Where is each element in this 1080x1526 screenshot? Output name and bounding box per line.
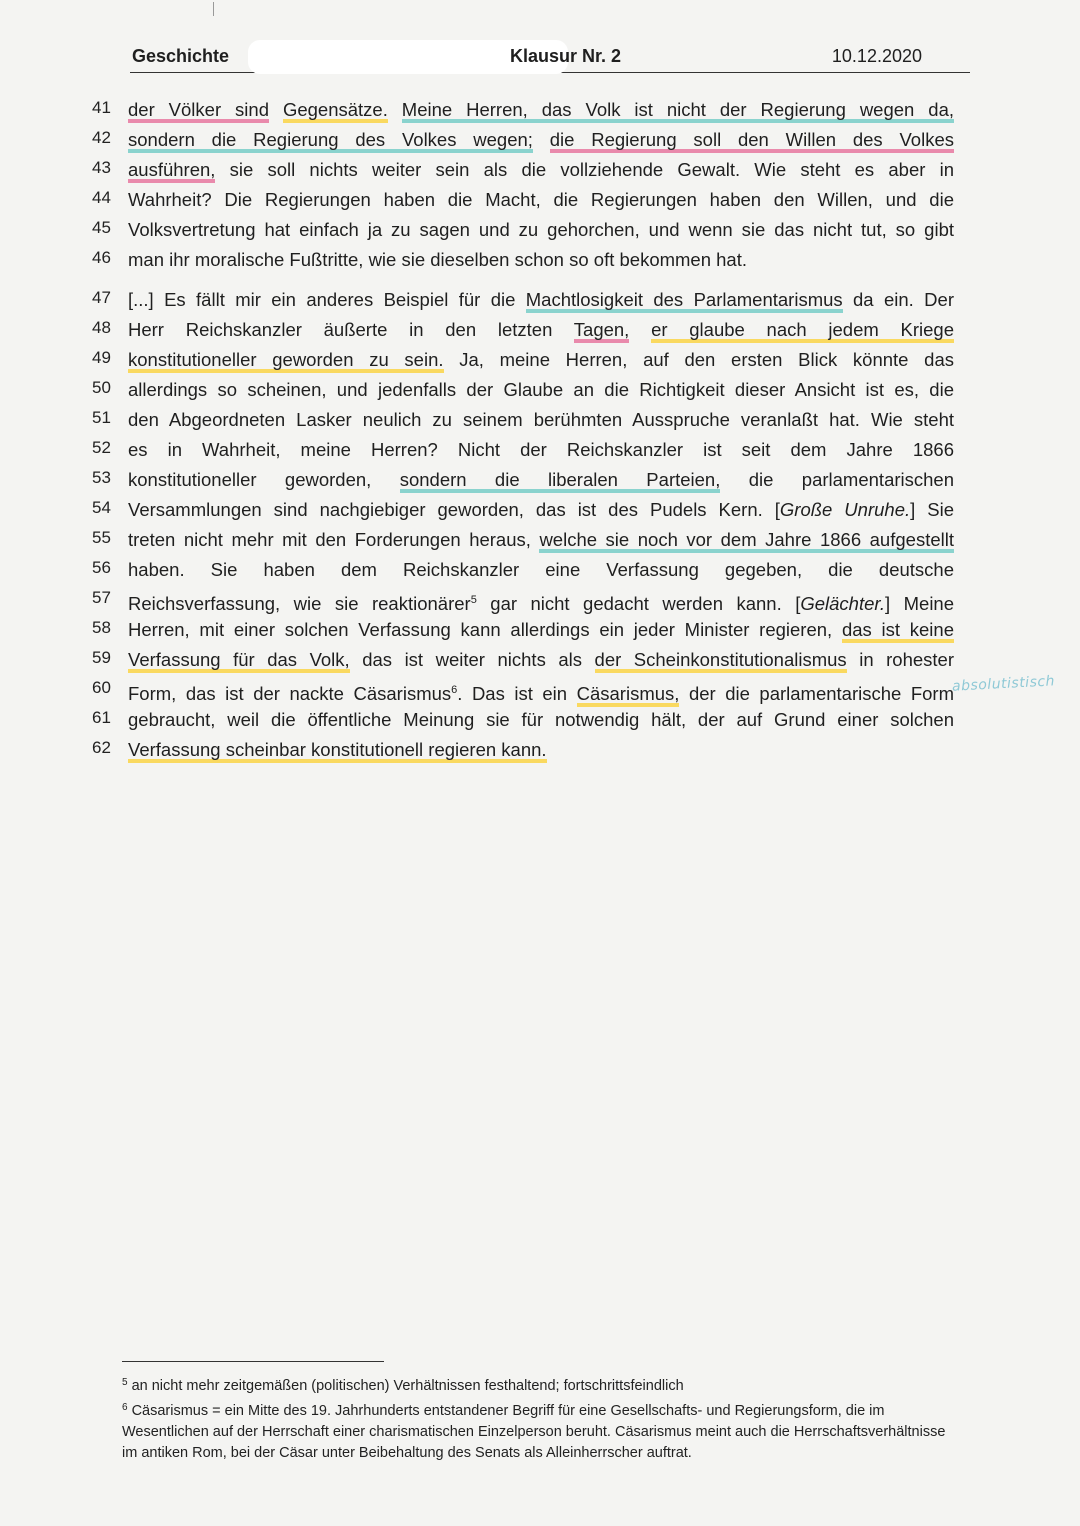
line-number: 43 <box>92 158 111 177</box>
line-number: 51 <box>92 408 111 427</box>
line-text: Reichsverfassung, wie sie reaktionärer$^5$ gar nicht gedacht werden kann. [Gelächter.] Meine <box>128 593 955 615</box>
footnote-mark: 6 <box>122 1402 128 1413</box>
text-line <box>0 286 1080 316</box>
handwritten-margin-note: absolutistisch <box>951 673 1056 695</box>
exam-date: 10.12.2020 <box>831 46 922 66</box>
text-line <box>0 676 1080 706</box>
line-text: Form, das ist der nackte Cäsarismus$^6$. Das ist ein Cäsarismus, der die parlamentarische Form <box>128 676 954 708</box>
line-number: 59 <box>92 648 111 667</box>
text-line <box>0 406 1080 436</box>
footnote-mark: 5 <box>122 1377 128 1388</box>
line-text: Herr Reichskanzler äußerte in den letzten Tagen, er glaube nach jedem Kriege <box>128 316 954 344</box>
text-line <box>0 436 1080 466</box>
text-line <box>0 246 1080 276</box>
line-text: Versammlungen sind nachgiebiger geworden, das ist des Pudels Kern. [Große Unruhe.] Sie <box>128 499 954 520</box>
text-line <box>0 526 1080 556</box>
line-number: 52 <box>92 438 111 457</box>
page-header <box>130 44 970 73</box>
line-text: man ihr moralische Fußtritte, wie sie dieselben schon so oft bekommen hat. <box>128 249 748 270</box>
line-text: haben. Sie haben dem Reichskanzler eine Verfassung gegeben, die deutsche <box>128 559 954 580</box>
line-number: 56 <box>92 558 111 577</box>
line-text: allerdings so scheinen, und jedenfalls der Glaube an die Richtigkeit dieser Ansicht ist es, die <box>128 379 954 400</box>
footnote <box>122 1397 962 1464</box>
line-number: 53 <box>92 468 111 487</box>
text-line <box>0 96 1080 126</box>
footnotes <box>122 1372 962 1464</box>
line-text: [...] Es fällt mir ein anderes Beispiel für die Machtlosigkeit des Parlamentarismus da ein. Der <box>128 286 954 314</box>
line-text: treten nicht mehr mit den Forderungen heraus, welche sie noch vor dem Jahre 1866 aufgestellt <box>128 526 954 554</box>
line-number: 44 <box>92 188 111 207</box>
line-number: 48 <box>92 318 111 337</box>
line-number: 54 <box>92 498 111 517</box>
text-line <box>0 736 1080 766</box>
line-text: der Völker sind Gegensätze. Meine Herren, das Volk ist nicht der Regierung wegen da, <box>128 96 954 124</box>
line-number: 58 <box>92 618 111 637</box>
line-text: sondern die Regierung des Volkes wegen; die Regierung soll den Willen des Volkes <box>128 126 954 154</box>
text-line <box>0 586 1080 616</box>
footnote-text: Cäsarismus = ein Mitte des 19. Jahrhunderts entstandener Begriff für eine Gesellschafts- und Regierungsform, die im Wesentlichen auf der Herrschaft einer charismatischen Einzelperson beruht. Cäsarismus meint auch die Herrschaftsverhältnisse im antiken Rom, bei der Cäsar unter Beibehaltung des Senats als Alleinherrscher auftrat. <box>122 1403 946 1461</box>
text-line <box>0 216 1080 246</box>
line-number: 60 <box>92 678 111 697</box>
text-line <box>0 556 1080 586</box>
footnote <box>122 1372 962 1397</box>
line-number: 42 <box>92 128 111 147</box>
line-number: 55 <box>92 528 111 547</box>
text-line <box>0 616 1080 646</box>
text-line <box>0 466 1080 496</box>
exam-title: Klausur Nr. 2 <box>510 46 622 66</box>
text-line <box>0 706 1080 736</box>
line-text: konstitutioneller geworden zu sein. Ja, meine Herren, auf den ersten Blick könnte das <box>128 346 954 374</box>
line-number: 57 <box>92 588 111 607</box>
text-line <box>0 316 1080 346</box>
pen-mark <box>213 2 214 16</box>
text-line <box>0 186 1080 216</box>
footnote-divider <box>122 1361 384 1362</box>
line-text: gebraucht, weil die öffentliche Meinung sie für notwendig hält, der auf Grund einer solchen <box>128 709 954 730</box>
text-line <box>0 346 1080 376</box>
line-text: den Abgeordneten Lasker neulich zu seinem berühmten Ausspruche veranlaßt hat. Wie steht <box>128 409 954 430</box>
line-text: Herren, mit einer solchen Verfassung kann allerdings ein jeder Minister regieren, das ist keine <box>128 616 954 644</box>
line-number: 50 <box>92 378 111 397</box>
text-line <box>0 376 1080 406</box>
footnote-text: an nicht mehr zeitgemäßen (politischen) Verhältnissen festhaltend; fortschrittsfeindlich <box>131 1378 684 1394</box>
text-line <box>0 496 1080 526</box>
line-number: 45 <box>92 218 111 237</box>
line-number: 46 <box>92 248 111 267</box>
line-text: es in Wahrheit, meine Herren? Nicht der Reichskanzler ist seit dem Jahre 1866 <box>128 439 954 460</box>
line-text: Verfassung für das Volk, das ist weiter nichts als der Scheinkonstitutionalismus in rohester <box>128 646 954 674</box>
line-text: Wahrheit? Die Regierungen haben die Macht, die Regierungen haben den Willen, und die <box>128 189 954 210</box>
line-number: 41 <box>92 98 111 117</box>
line-text: Volksvertretung hat einfach ja zu sagen und zu gehorchen, und wenn sie das nicht tut, so gibt <box>128 219 954 240</box>
line-text: konstitutioneller geworden, sondern die liberalen Parteien, die parlamentarischen <box>128 466 954 494</box>
line-text: ausführen, sie soll nichts weiter sein als die vollziehende Gewalt. Wie steht es aber in <box>128 156 954 184</box>
text-line <box>0 646 1080 676</box>
line-number: 61 <box>92 708 111 727</box>
text-line <box>0 156 1080 186</box>
line-number: 62 <box>92 738 111 757</box>
subject-label: Geschichte <box>132 46 230 66</box>
text-line <box>0 126 1080 156</box>
line-text: Verfassung scheinbar konstitutionell regieren kann. <box>128 736 954 764</box>
line-number: 49 <box>92 348 111 367</box>
line-number: 47 <box>92 288 111 307</box>
